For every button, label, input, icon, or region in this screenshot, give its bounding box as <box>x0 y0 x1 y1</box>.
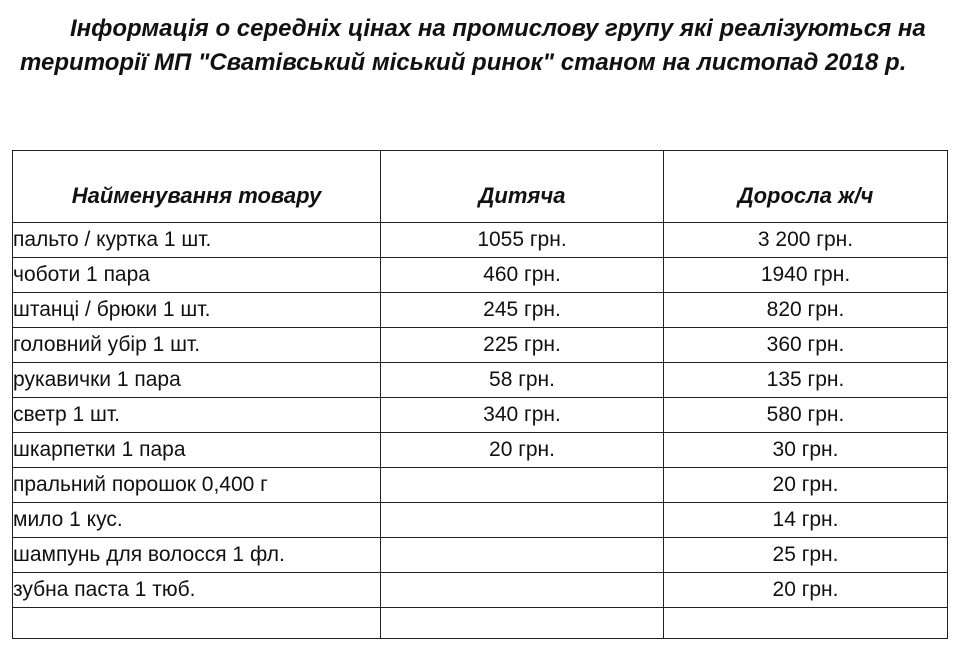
item-name-cell: шампунь для волосся 1 фл. <box>13 538 381 573</box>
item-name-cell: пальто / куртка 1 шт. <box>13 223 381 258</box>
child-price-cell <box>381 608 664 639</box>
page-title <box>0 12 960 80</box>
child-price-cell <box>381 503 664 538</box>
title-line-1: Інформація о середніх цінах на промислову групу які реалізуються на <box>70 15 926 42</box>
adult-price-cell <box>664 608 948 639</box>
adult-price-cell: 1940 грн. <box>664 258 948 293</box>
item-name-cell: светр 1 шт. <box>13 398 381 433</box>
price-table <box>12 150 948 639</box>
adult-price-cell: 820 грн. <box>664 293 948 328</box>
child-price-cell: 340 грн. <box>381 398 664 433</box>
child-price-cell: 1055 грн. <box>381 223 664 258</box>
table-row-empty <box>13 608 948 639</box>
table-row <box>13 398 948 433</box>
child-price-cell <box>381 538 664 573</box>
table-row <box>13 538 948 573</box>
child-price-cell <box>381 573 664 608</box>
item-name-cell <box>13 608 381 639</box>
adult-price-cell: 25 грн. <box>664 538 948 573</box>
table-header-row <box>13 151 948 223</box>
adult-price-cell: 14 грн. <box>664 503 948 538</box>
child-price-cell: 58 грн. <box>381 363 664 398</box>
column-header-adult: Доросла ж/ч <box>664 151 948 223</box>
item-name-cell: зубна паста 1 тюб. <box>13 573 381 608</box>
item-name-cell: пральний порошок 0,400 г <box>13 468 381 503</box>
adult-price-cell: 580 грн. <box>664 398 948 433</box>
item-name-cell: штанці / брюки 1 шт. <box>13 293 381 328</box>
item-name-cell: головний убір 1 шт. <box>13 328 381 363</box>
column-header-name: Найменування товару <box>13 151 381 223</box>
item-name-cell: мило 1 кус. <box>13 503 381 538</box>
title-line-2: території МП "Сватівський міський ринок" станом на листопад 2018 р. <box>20 49 907 76</box>
table-row <box>13 433 948 468</box>
table-row <box>13 468 948 503</box>
child-price-cell: 20 грн. <box>381 433 664 468</box>
table-row <box>13 328 948 363</box>
column-header-child: Дитяча <box>381 151 664 223</box>
table-row <box>13 363 948 398</box>
table-row <box>13 293 948 328</box>
item-name-cell: чоботи 1 пара <box>13 258 381 293</box>
table-row <box>13 258 948 293</box>
adult-price-cell: 30 грн. <box>664 433 948 468</box>
adult-price-cell: 3 200 грн. <box>664 223 948 258</box>
adult-price-cell: 135 грн. <box>664 363 948 398</box>
child-price-cell: 245 грн. <box>381 293 664 328</box>
child-price-cell: 460 грн. <box>381 258 664 293</box>
table-row <box>13 573 948 608</box>
table-row <box>13 223 948 258</box>
adult-price-cell: 360 грн. <box>664 328 948 363</box>
item-name-cell: шкарпетки 1 пара <box>13 433 381 468</box>
adult-price-cell: 20 грн. <box>664 468 948 503</box>
table-row <box>13 503 948 538</box>
child-price-cell <box>381 468 664 503</box>
child-price-cell: 225 грн. <box>381 328 664 363</box>
item-name-cell: рукавички 1 пара <box>13 363 381 398</box>
adult-price-cell: 20 грн. <box>664 573 948 608</box>
